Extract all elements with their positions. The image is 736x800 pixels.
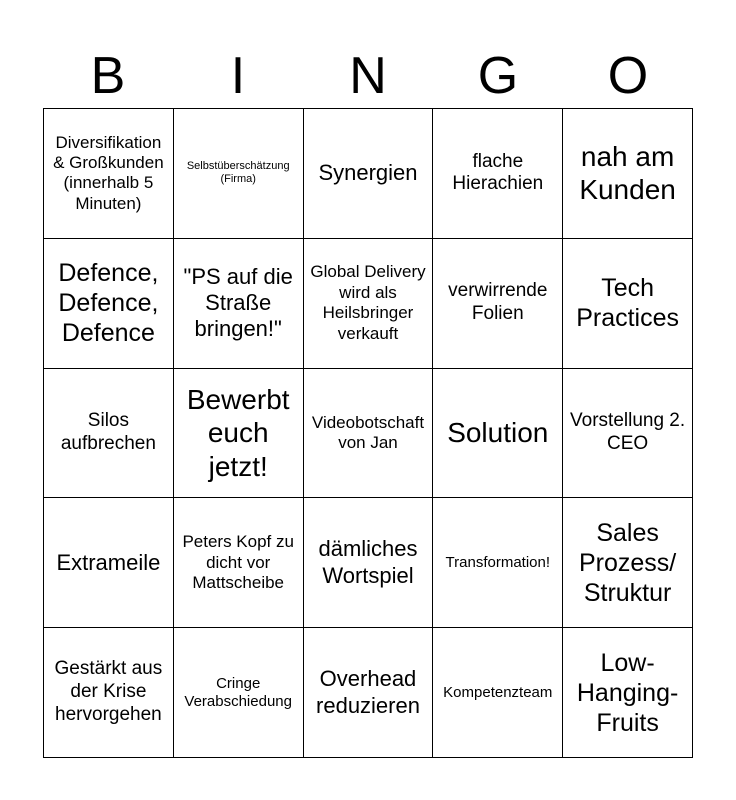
- cell-text: Synergien: [318, 160, 418, 186]
- cell-text: Overhead reduzieren: [316, 666, 420, 718]
- header-letter-i: I: [230, 47, 246, 105]
- bingo-header: [43, 44, 693, 108]
- bingo-cell[interactable]: [433, 369, 563, 499]
- cell-text: Diversifikation & Großkunden (innerhalb 5 Minuten): [53, 132, 164, 213]
- bingo-cell[interactable]: [433, 109, 563, 239]
- bingo-cell[interactable]: [433, 498, 563, 628]
- bingo-cell[interactable]: [44, 239, 174, 369]
- bingo-cell[interactable]: [433, 628, 563, 758]
- cell-text: Cringe Verabschiedung: [184, 674, 292, 710]
- cell-text: Solution: [447, 417, 549, 449]
- cell-text: verwirrende Folien: [448, 280, 548, 325]
- bingo-cell[interactable]: [44, 109, 174, 239]
- bingo-cell[interactable]: [304, 498, 434, 628]
- bingo-cell[interactable]: [304, 109, 434, 239]
- cell-text: Bewerbt euch jetzt!: [186, 383, 290, 482]
- bingo-cell[interactable]: [174, 369, 304, 499]
- bingo-cell[interactable]: [174, 109, 304, 239]
- header-letter-b: B: [90, 47, 126, 105]
- cell-text: Silos aufbrechen: [60, 410, 156, 454]
- cell-text: Gestärkt aus der Krise hervorgehen: [54, 658, 163, 725]
- cell-text: Videobotschaft von Jan: [311, 412, 425, 452]
- bingo-cell[interactable]: [563, 369, 693, 499]
- bingo-cell[interactable]: [304, 239, 434, 369]
- cell-text: Transformation!: [445, 553, 551, 571]
- cell-text: flache Hierachien: [452, 150, 544, 195]
- cell-text: Vorstellung 2. CEO: [570, 410, 686, 454]
- cell-text: Peters Kopf zu dicht vor Mattscheibe: [182, 532, 294, 592]
- cell-text: "PS auf die Straße bringen!": [183, 263, 293, 342]
- bingo-cell[interactable]: [563, 498, 693, 628]
- bingo-cell[interactable]: [433, 239, 563, 369]
- bingo-cell[interactable]: [174, 498, 304, 628]
- bingo-cell[interactable]: [563, 628, 693, 758]
- bingo-cell[interactable]: [44, 628, 174, 758]
- bingo-cell[interactable]: [304, 628, 434, 758]
- bingo-cell[interactable]: [44, 498, 174, 628]
- cell-text: Selbstüberschätzung (Firma): [186, 160, 290, 186]
- cell-text: Tech Practices: [576, 274, 679, 333]
- bingo-cell[interactable]: [563, 239, 693, 369]
- bingo-board: [43, 108, 693, 758]
- bingo-cell[interactable]: [174, 628, 304, 758]
- cell-text: Sales Prozess/ Struktur: [578, 518, 677, 607]
- bingo-cell[interactable]: [563, 109, 693, 239]
- cell-text: dämliches Wortspiel: [318, 536, 418, 588]
- header-letter-g: G: [477, 47, 519, 105]
- bingo-cell[interactable]: [174, 239, 304, 369]
- bingo-cell[interactable]: [304, 369, 434, 499]
- cell-text: Defence, Defence, Defence: [58, 259, 159, 348]
- header-letter-o: O: [607, 47, 649, 105]
- cell-text: Kompetenzteam: [443, 683, 553, 701]
- cell-text: Low-Hanging-Fruits: [576, 648, 679, 737]
- cell-text: Global Delivery wird als Heilsbringer verkauft: [310, 262, 426, 343]
- header-letter-n: N: [349, 47, 387, 105]
- bingo-cell[interactable]: [44, 369, 174, 499]
- cell-text: Extrameile: [56, 549, 161, 575]
- cell-text: nah am Kunden: [579, 140, 676, 206]
